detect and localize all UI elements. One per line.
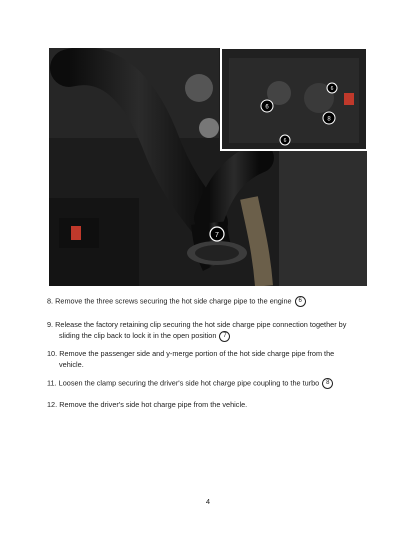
callout-circle: 7 (219, 331, 230, 342)
svg-text:8: 8 (327, 116, 331, 123)
step-text: Remove the passenger side and y-merge portion of the hot side charge pipe from the (59, 349, 335, 358)
step-11 (47, 378, 369, 389)
inset-photo (221, 48, 367, 150)
callout-circle: 8 (322, 378, 333, 389)
engine-bay-photo (49, 48, 367, 286)
callout-circle: 6 (295, 296, 306, 307)
callout-7 (210, 227, 224, 241)
step-number: 9. (47, 320, 54, 329)
step-8 (47, 296, 369, 307)
svg-text:6: 6 (265, 104, 269, 111)
step-text: Loosen the clamp securing the driver's side hot charge pipe coupling to the turbo (58, 378, 320, 388)
step-9 (47, 320, 369, 342)
step-text: Remove the three screws securing the hot side charge pipe to the engine (55, 296, 292, 306)
svg-text:6: 6 (283, 138, 287, 144)
callout-7-label: 7 (215, 232, 219, 239)
step-number: 8. (47, 296, 54, 306)
page-number: 4 (205, 497, 211, 506)
step-number: 10. (47, 349, 58, 358)
step-12 (47, 400, 369, 411)
step-text: Release the factory retaining clip securing the hot side charge pipe connection together by (55, 320, 347, 329)
step-text-line2: sliding the clip back to lock it in the open position (59, 330, 217, 340)
step-10 (47, 349, 369, 370)
svg-text:6: 6 (330, 86, 334, 92)
step-number: 12. (47, 400, 58, 409)
step-text-line2: vehicle. (59, 359, 84, 369)
step-text: Remove the driver's side hot charge pipe from the vehicle. (59, 400, 248, 409)
step-number: 11. (47, 378, 57, 388)
